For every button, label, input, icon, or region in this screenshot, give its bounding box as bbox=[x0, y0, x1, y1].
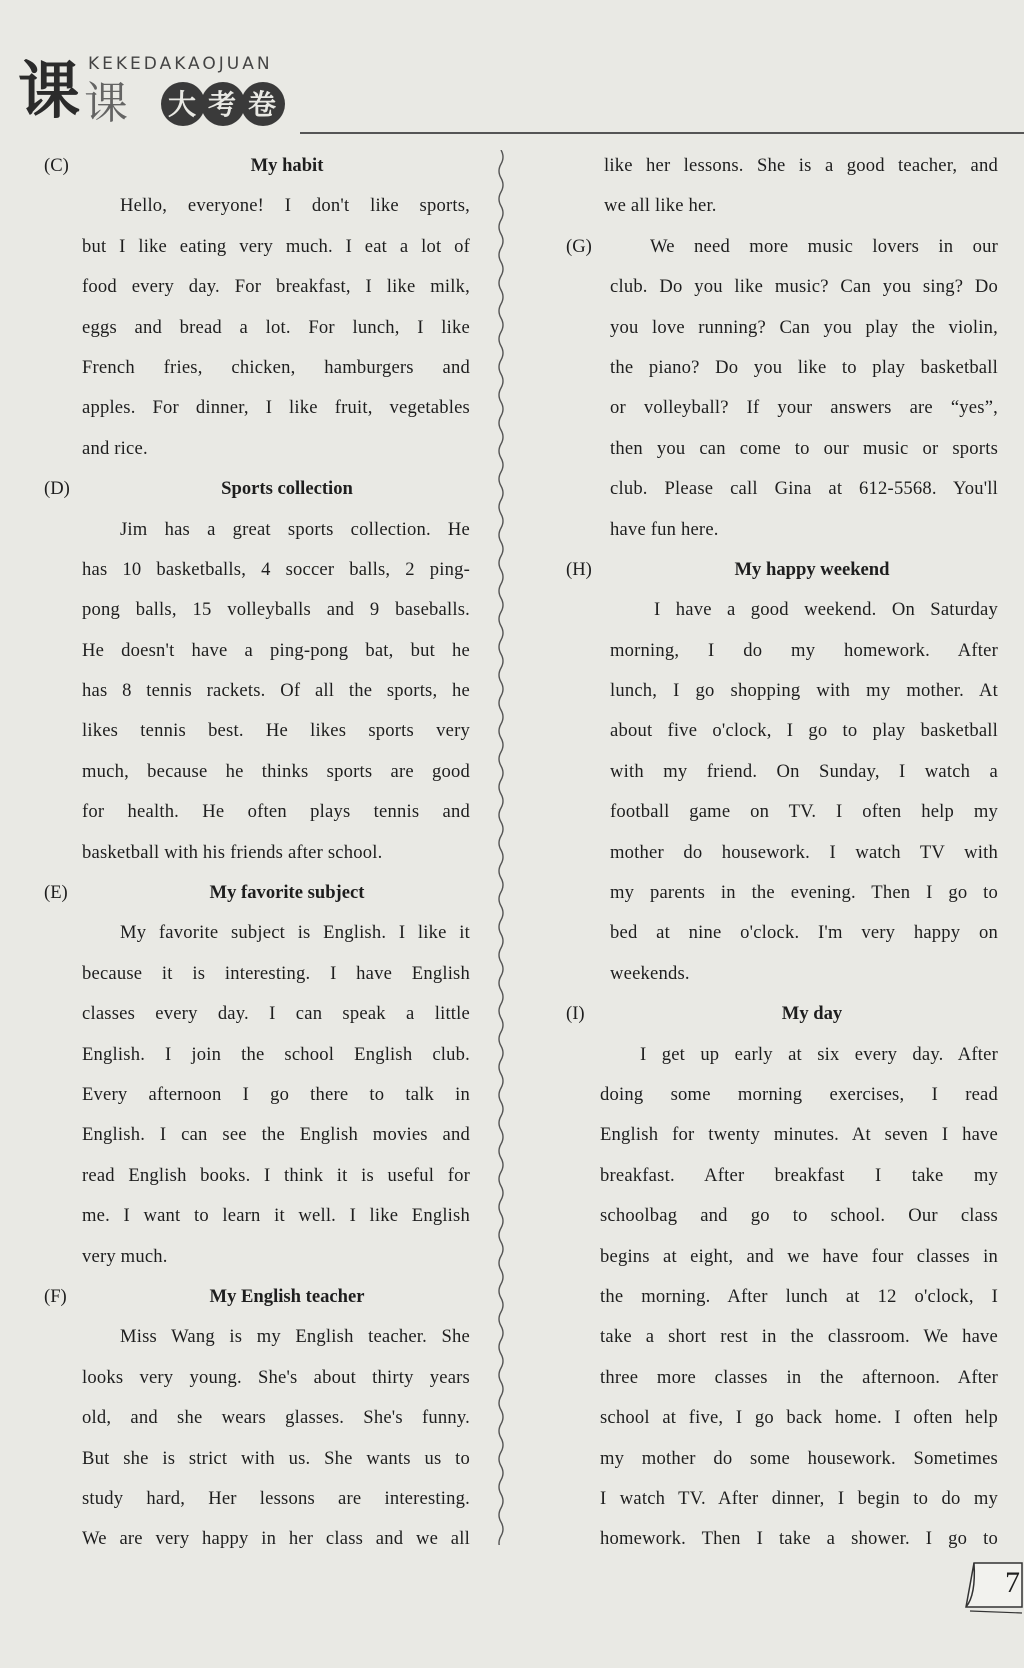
text-line: the piano? Do you like to play basketball bbox=[610, 356, 998, 378]
svg-text:考: 考 bbox=[208, 88, 237, 121]
text-line: homework. Then I take a shower. I go to bbox=[600, 1528, 998, 1550]
text-line: likes tennis best. He likes sports very bbox=[82, 720, 470, 742]
text-line: pong balls, 15 volleyballs and 9 baseballs. bbox=[82, 599, 470, 621]
text-line: My favorite subject is English. I like it bbox=[120, 922, 470, 944]
passage-e-body bbox=[44, 913, 470, 1277]
passage-title: My day bbox=[781, 1003, 843, 1025]
text-line: football game on TV. I often help my bbox=[610, 801, 998, 823]
text-line: much, because he thinks sports are good bbox=[82, 760, 470, 782]
text-line: we all like her. bbox=[604, 195, 717, 217]
text-line: We need more music lovers in our bbox=[650, 235, 998, 257]
text-line: mother do housework. I watch TV with bbox=[610, 841, 998, 863]
text-line: Jim has a great sports collection. He bbox=[120, 518, 470, 540]
text-line: you love running? Can you play the violin, bbox=[610, 316, 998, 338]
text-line: basketball with his friends after school. bbox=[82, 841, 383, 863]
passage-g-heading bbox=[566, 227, 998, 267]
text-line: or volleyball? If your answers are “yes”, bbox=[610, 397, 998, 419]
text-line: school at five, I go back home. I often help bbox=[600, 1407, 998, 1429]
text-line: has 8 tennis rackets. Of all the sports, he bbox=[82, 680, 470, 702]
text-line: I have a good weekend. On Saturday bbox=[654, 599, 998, 621]
text-line: me. I want to learn it well. I like English bbox=[82, 1205, 470, 1227]
text-line: breakfast. After breakfast I take my bbox=[600, 1164, 998, 1186]
text-line: apples. For dinner, I like fruit, vegetables bbox=[82, 397, 470, 419]
text-line: He doesn't have a ping-pong bat, but he bbox=[82, 639, 470, 661]
text-line: I watch TV. After dinner, I begin to do my bbox=[600, 1487, 998, 1509]
text-line: have fun here. bbox=[610, 518, 719, 540]
passage-c-body bbox=[44, 186, 470, 469]
passage-title: My habit bbox=[250, 155, 324, 176]
passage-i-heading bbox=[566, 994, 998, 1034]
passage-f-heading bbox=[44, 1277, 470, 1317]
passage-title: My favorite subject bbox=[209, 882, 365, 904]
svg-text:卷: 卷 bbox=[248, 88, 277, 121]
text-line: But she is strict with us. She wants us to bbox=[82, 1447, 470, 1469]
passage-label: (I) bbox=[566, 1003, 585, 1025]
header-rule bbox=[300, 132, 1024, 134]
text-line: English. I join the school English club. bbox=[82, 1043, 470, 1065]
text-line: lunch, I go shopping with my mother. At bbox=[610, 680, 998, 702]
passage-title: My English teacher bbox=[209, 1285, 365, 1307]
text-line: my mother do some housework. Sometimes bbox=[600, 1447, 998, 1469]
text-line: old, and she wears glasses. She's funny. bbox=[82, 1407, 470, 1429]
text-line: then you can come to our music or sports bbox=[610, 437, 998, 459]
page-header bbox=[0, 0, 1024, 140]
text-line: schoolbag and go to school. Our class bbox=[600, 1205, 998, 1227]
passage-title: Sports collection bbox=[221, 478, 353, 500]
passage-f-continuation bbox=[566, 146, 998, 227]
text-line: three more classes in the afternoon. After bbox=[600, 1366, 998, 1388]
text-line: like her lessons. She is a good teacher, and bbox=[604, 155, 998, 176]
text-line: take a short rest in the classroom. We have bbox=[600, 1326, 998, 1348]
text-line: food every day. For breakfast, I like milk, bbox=[82, 276, 470, 298]
text-line: for health. He often plays tennis and bbox=[82, 801, 470, 823]
column-divider bbox=[496, 150, 506, 1545]
passage-c-heading bbox=[44, 146, 470, 186]
text-line: Every afternoon I go there to talk in bbox=[82, 1083, 470, 1105]
text-line: but I like eating very much. I eat a lot of bbox=[82, 235, 470, 257]
text-line: English. I can see the English movies and bbox=[82, 1124, 470, 1146]
passage-label: (E) bbox=[44, 882, 68, 904]
text-line: I get up early at six every day. After bbox=[640, 1043, 998, 1065]
text-line: weekends. bbox=[610, 962, 690, 984]
text-line: club. Please call Gina at 612-5568. You'll bbox=[610, 478, 998, 500]
page-number: 7 bbox=[1005, 1566, 1020, 1599]
text-line: French fries, chicken, hamburgers and bbox=[82, 356, 470, 378]
svg-text:课: 课 bbox=[18, 54, 81, 127]
text-line: club. Do you like music? Can you sing? Do bbox=[610, 276, 998, 298]
svg-text:大: 大 bbox=[168, 88, 197, 121]
passage-label: (H) bbox=[566, 558, 592, 580]
passage-label: (C) bbox=[44, 155, 69, 176]
passage-label: (F) bbox=[44, 1285, 67, 1307]
passage-label: (G) bbox=[566, 235, 592, 257]
left-column bbox=[44, 146, 470, 1560]
text-line: the morning. After lunch at 12 o'clock, I bbox=[600, 1285, 998, 1307]
passage-g-body bbox=[566, 267, 998, 550]
text-line: English for twenty minutes. At seven I have bbox=[600, 1124, 998, 1146]
svg-text:课: 课 bbox=[84, 78, 128, 129]
text-line: We are very happy in her class and we all bbox=[82, 1528, 470, 1550]
text-line: eggs and bread a lot. For lunch, I like bbox=[82, 316, 470, 338]
text-line: read English books. I think it is useful for bbox=[82, 1164, 470, 1186]
text-line: very much. bbox=[82, 1245, 168, 1267]
right-column bbox=[566, 146, 998, 1560]
passage-d-heading bbox=[44, 469, 470, 509]
text-line: looks very young. She's about thirty years bbox=[82, 1366, 470, 1388]
passage-f-body bbox=[44, 1317, 470, 1559]
brand-roman-text: KEKEDAKAOJUAN bbox=[88, 54, 273, 74]
text-line: Hello, everyone! I don't like sports, bbox=[120, 195, 470, 217]
text-line: morning, I do my homework. After bbox=[610, 639, 998, 661]
passage-label: (D) bbox=[44, 478, 70, 500]
passage-d-body bbox=[44, 510, 470, 874]
passage-h-heading bbox=[566, 550, 998, 590]
text-line: begins at eight, and we have four classes in bbox=[600, 1245, 998, 1267]
text-line: bed at nine o'clock. I'm very happy on bbox=[610, 922, 998, 944]
text-line: doing some morning exercises, I read bbox=[600, 1083, 998, 1105]
text-line: has 10 basketballs, 4 soccer balls, 2 ping- bbox=[82, 558, 470, 580]
text-line: classes every day. I can speak a little bbox=[82, 1003, 470, 1025]
passage-title: My happy weekend bbox=[734, 558, 890, 580]
text-line: about five o'clock, I go to play basketball bbox=[610, 720, 998, 742]
text-line: and rice. bbox=[82, 437, 148, 459]
text-line: because it is interesting. I have English bbox=[82, 962, 470, 984]
text-line: study hard, Her lessons are interesting. bbox=[82, 1487, 470, 1509]
text-line: with my friend. On Sunday, I watch a bbox=[610, 760, 998, 782]
text-line: Miss Wang is my English teacher. She bbox=[120, 1326, 470, 1348]
passage-e-heading bbox=[44, 873, 470, 913]
text-line: my parents in the evening. Then I go to bbox=[610, 882, 998, 904]
passage-h-body bbox=[566, 590, 998, 994]
passage-i-body bbox=[566, 1035, 998, 1560]
